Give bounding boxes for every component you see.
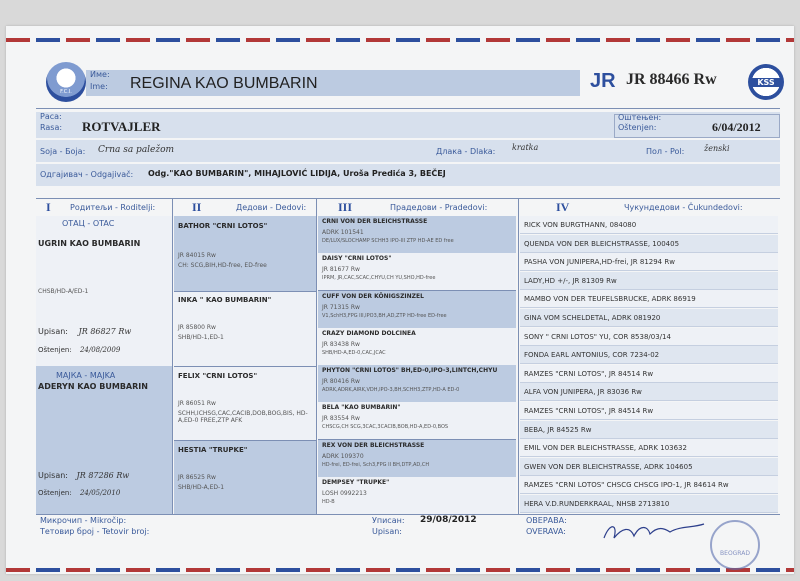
great-grandparent-reg: ADRK 101541 bbox=[322, 229, 364, 236]
great-grandparent-name: PHYTON "CRNI LOTOS" BH,ED-0,IPO-3,LINTCH,CHYU bbox=[322, 367, 498, 374]
great-grandparent-name: DAISY "CRNI LOTOS" bbox=[322, 255, 392, 263]
great-great-grandparent-2: QUENDA VON DER BLEICHSTRASSE, 100405 bbox=[520, 235, 778, 253]
great-grandparent-reg: JR 83438 Rw bbox=[322, 340, 360, 348]
fci-logo-icon: F.C.I. bbox=[46, 62, 86, 102]
great-grandparent-info: SHB/HD-A,ED-0,CAC,JCAC bbox=[322, 349, 386, 356]
great-grandparent-reg: LOSH 0992213 bbox=[322, 489, 367, 497]
great-great-grandparent-9: RAMZES "CRNI LOTOS", JR 84514 Rw bbox=[520, 365, 778, 383]
microchip-label: Микрочип - Mikročip: bbox=[40, 516, 127, 525]
color-value: Crna sa paležom bbox=[98, 145, 175, 155]
coat-label: Длака - Dlaka: bbox=[436, 147, 496, 156]
top-flag-stripe bbox=[6, 38, 794, 42]
great-great-grandparent-15: RAMZES "CRNI LOTOS" CHSCG CHSCG IPO-1, JR 84614 Rw bbox=[520, 476, 778, 494]
mother-name: ADERYN KAO BUMBARIN bbox=[38, 382, 148, 391]
bottom-flag-stripe bbox=[6, 568, 794, 572]
mother-label: МАЈКА - MAJKA bbox=[56, 371, 116, 380]
mother-reg: Upisan: JR 87286 Rw bbox=[38, 471, 130, 480]
reg-prefix: JR bbox=[590, 70, 616, 92]
sex-value: ženski bbox=[704, 144, 730, 153]
pedigree-certificate: F.C.I. Име: Ime: REGINA KAO BUMBARIN JR JR 88466 Rw KSS Раса: Rasa: ROTVAJLER Оштењен: Oštenjen: 6/04/2012 Soja - Боја: Crna sa paležom Длака - Dlaka: kratka Пол - Pol: ženski Одгајивач - Odgajivač: Odg."KAO BUMBARIN", MIHAJLOVIĆ LIDIJA, Uroša Predića 3, BEČEJ I Родитељи - Roditelji: II Дедови - Dedovi: III Прадедови - Pradedovi: IV Чукундедови - Čukundedovi: ОТАЦ - OTAC UGRIN KAO BUMBARIN CHSB/HD-A/ED-1 Upisan: JR 86827 Rw Oštenjen: 24/08/2009 МАЈКА - MAJKA ADERYN KAO BUMBARIN Upisan: JR 87286 Rw Oštenjen: 24/05/2010 BATHOR "CRNI LOTOS" JR 84015 Rw CH: SCG,BIH,HD-free, ED-free INKA " KAO BUMBARIN" JR 85800 Rw SHB/HD-1,ED-1 FELIX "CRNI LOTOS" JR 86051 Rw SCHH,ICHSG,CAC,CACIB,DOB,BOG,BIS, HD-A,ED-0 FREE,ZTP AFK HESTIA "TRUPKE" JR 86525 Rw SHB/HD-A,ED-1 CRNI VON DER BLEICHSTRASSE ADRK 101541 DE/LUX/SLOCHAMP SCHH3 IPO-III ZTP HD-AE ED free DAISY "CRNI LOTOS" JR 81677 Rw IPRM, JR,CAC,SCAC,CHYU,CH YU,SHO,HD-free CUFF VON DER KÖNIGSZINZEL JR 71315 Rw V1,SchH3,FPG III,IPO3,BH,AD,ZTP HD-free ED-free CRAZY DIAMOND DOLCINEA JR 83438 Rw SHB/HD-A,ED-0,CAC,JCAC PHYTON "CRNI LOTOS" BH,ED-0,IPO-3,LINTCH,CHYU JR 80416 Rw ADRK,ADRK,AIRK,VDH,IPO-3,BH,SCHH3,ZTP,HD-A ED-0 BELA "KAO BUMBARIN" JR 83554 Rw CHSCG,CH SCG,3CAC,3CACIB,BOB,HD-A,ED-0,BOS REX VON DER BLEICHSTRASSE ADRK 109370 HD-frei, ED-frei, Sch3,FPG II BH,DTP,AD,CH DEMPSEY "TRUPKE" LOSH 0992213 HD-B RICK VON BURGTHANN, 084080 QUENDA VON DER BLEICHSTRASSE, 100405 PASHA VON JUNIPERA,HD-frei, JR 81294 Rw LADY,HD +/-, JR 81309 Rw MAMBO VON DER TEUFELSBRUCKE, ADRK 86919 GINA VOM SCHELDETAL, ADRK 081920 SONY " CRNI LOTOS" YU, COR 8538/03/14 FONDA EARL ANTONIUS, COR 7234-02 RAMZES "CRNI LOTOS", JR 84514 Rw ALFA VON JUNIPERA, JR 83036 Rw RAMZES "CRNI LOTOS", JR 84514 Rw BEBA, JR 84525 Rw EMIL VON DER BLEICHSTRASSE, ADRK 103632 GWEN VON DER BLEICHSTRASSE, ADRK 104605 RAMZES "CRNI LOTOS" CHSCG CHSCG IPO-1, JR 84614 Rw HERA V.D.RUNDERKRAAL, NHSB 2713810 Микрочип - Mikročip: Тетовир број - Tetovir broj: Уписан: Upisan: 29/08/2012 ОВЕРАВА: OVERAVA: BEOGRAD bbox=[6, 26, 794, 574]
great-grandparent-info: ADRK,ADRK,AIRK,VDH,IPO-3,BH,SCHH3,ZTP,HD-A ED-0 bbox=[322, 387, 460, 393]
whelped-label-lat: Oštenjen: bbox=[618, 123, 657, 132]
great-great-grandparent-6: GINA VOM SCHELDETAL, ADRK 081920 bbox=[520, 309, 778, 327]
great-grandparent-5 bbox=[318, 365, 516, 403]
breed-label-cyr: Раса: bbox=[40, 112, 62, 121]
great-grandparent-name: CRNI VON DER BLEICHSTRASSE bbox=[322, 218, 428, 225]
great-great-grandparent-14: GWEN VON DER BLEICHSTRASSE, ADRK 104605 bbox=[520, 458, 778, 476]
great-great-grandparent-5: MAMBO VON DER TEUFELSBRUCKE, ADRK 86919 bbox=[520, 290, 778, 308]
great-grandparent-7 bbox=[318, 440, 516, 478]
great-grandparent-reg: ADRK 109370 bbox=[322, 452, 364, 460]
registered-label-lat: Upisan: bbox=[372, 527, 402, 536]
name-label-cyr: Име: bbox=[90, 70, 110, 79]
signature bbox=[600, 516, 710, 548]
great-grandparent-3 bbox=[318, 291, 516, 329]
great-grandparent-reg: JR 80416 Rw bbox=[322, 378, 360, 385]
father-date: Oštenjen: 24/08/2009 bbox=[38, 346, 121, 354]
great-grandparent-info: V1,SchH3,FPG III,IPO3,BH,AD,ZTP HD-free ED-free bbox=[322, 312, 447, 319]
great-grandparent-reg: JR 81677 Rw bbox=[322, 266, 360, 274]
color-label: Soja - Боја: bbox=[40, 147, 86, 156]
great-great-grandparent-3: PASHA VON JUNIPERA,HD-frei, JR 81294 Rw bbox=[520, 253, 778, 271]
whelped-value: 6/04/2012 bbox=[712, 120, 761, 134]
great-grandparent-name: REX VON DER BLEICHSTRASSE bbox=[322, 441, 425, 449]
father-reg: Upisan: JR 86827 Rw bbox=[38, 327, 132, 336]
registered-label-cyr: Уписан: bbox=[372, 516, 405, 525]
breed-value: ROTVAJLER bbox=[82, 119, 161, 134]
breed-label-lat: Rasa: bbox=[40, 123, 63, 132]
great-great-grandparent-8: FONDA EARL ANTONIUS, COR 7234-02 bbox=[520, 346, 778, 364]
whelped-label-cyr: Оштењен: bbox=[618, 113, 662, 122]
father-health: CHSB/HD-A/ED-1 bbox=[38, 288, 89, 295]
father-label: ОТАЦ - OTAC bbox=[62, 219, 115, 228]
great-grandparent-info: HD-B bbox=[322, 498, 335, 505]
kss-logo-icon: KSS bbox=[748, 64, 784, 100]
verified-label-cyr: ОВЕРАВА: bbox=[526, 516, 567, 525]
reg-number: JR 88466 Rw bbox=[626, 71, 717, 88]
great-grandparent-name: DEMPSEY "TRUPKE" bbox=[322, 478, 390, 486]
great-great-grandparent-13: EMIL VON DER BLEICHSTRASSE, ADRK 103632 bbox=[520, 439, 778, 457]
breeder-label: Одгајивач - Odgajivač: bbox=[40, 170, 134, 179]
official-stamp: BEOGRAD bbox=[710, 520, 760, 570]
great-grandparent-reg: JR 71315 Rw bbox=[322, 303, 360, 311]
great-grandparent-2 bbox=[318, 253, 516, 291]
tattoo-label: Тетовир број - Tetovir broj: bbox=[40, 527, 150, 536]
great-grandparent-4 bbox=[318, 328, 516, 366]
great-grandparent-name: BELA "KAO BUMBARIN" bbox=[322, 404, 401, 412]
great-grandparent-6 bbox=[318, 402, 516, 440]
great-great-grandparent-1: RICK VON BURGTHANN, 084080 bbox=[520, 216, 778, 234]
great-great-grandparent-11: RAMZES "CRNI LOTOS", JR 84514 Rw bbox=[520, 402, 778, 420]
sex-label: Пол - Pol: bbox=[646, 147, 685, 156]
great-grandparent-name: CRAZY DIAMOND DOLCINEA bbox=[322, 329, 416, 337]
great-great-grandparent-7: SONY " CRNI LOTOS" YU, COR 8538/03/14 bbox=[520, 328, 778, 346]
coat-value: kratka bbox=[512, 143, 539, 152]
verified-label-lat: OVERAVA: bbox=[526, 527, 566, 536]
great-great-grandparent-16: HERA V.D.RUNDERKRAAL, NHSB 2713810 bbox=[520, 495, 778, 513]
registered-date: 29/08/2012 bbox=[420, 515, 477, 525]
great-grandparent-info: HD-frei, ED-frei, Sch3,FPG II BH,DTP,AD,CH bbox=[322, 461, 430, 468]
dog-name: REGINA KAO BUMBARIN bbox=[130, 75, 318, 92]
breeder-value: Odg."KAO BUMBARIN", MIHAJLOVIĆ LIDIJA, Uroša Predića 3, BEČEJ bbox=[148, 169, 446, 178]
great-grandparent-8 bbox=[318, 477, 516, 515]
mother-date: Oštenjen: 24/05/2010 bbox=[38, 489, 121, 497]
great-great-grandparent-12: BEBA, JR 84525 Rw bbox=[520, 421, 778, 439]
great-great-grandparent-10: ALFA VON JUNIPERA, JR 83036 Rw bbox=[520, 383, 778, 401]
great-great-grandparent-4: LADY,HD +/-, JR 81309 Rw bbox=[520, 272, 778, 290]
great-grandparent-1 bbox=[318, 216, 516, 254]
name-label-lat: Ime: bbox=[90, 82, 108, 91]
father-name: UGRIN KAO BUMBARIN bbox=[38, 239, 141, 248]
great-grandparent-info: IPRM, JR,CAC,SCAC,CHYU,CH YU,SHO,HD-free bbox=[322, 275, 436, 282]
great-grandparent-info: CHSCG,CH SCG,3CAC,3CACIB,BOB,HD-A,ED-0,BOS bbox=[322, 424, 449, 431]
great-grandparent-reg: JR 83554 Rw bbox=[322, 415, 360, 423]
great-grandparent-name: CUFF VON DER KÖNIGSZINZEL bbox=[322, 292, 424, 300]
great-grandparent-info: DE/LUX/SLOCHAMP SCHH3 IPO-III ZTP HD-AE ED free bbox=[322, 238, 454, 244]
